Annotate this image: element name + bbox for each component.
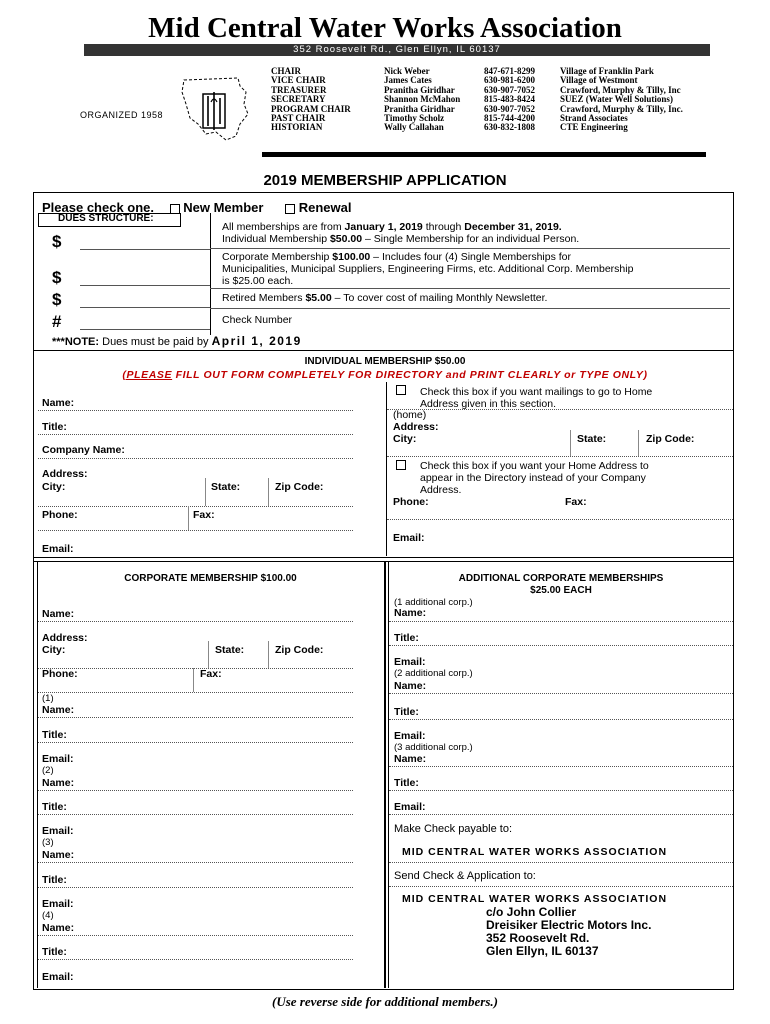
additional-3-label: (3 additional corp.): [394, 742, 473, 753]
retired-dollar: $: [52, 290, 62, 309]
mail-home-text-1: Check this box if you want mailings to go to Home: [420, 386, 653, 398]
mail-home-checkbox[interactable]: [396, 385, 406, 395]
member-1-title-line[interactable]: [38, 742, 353, 743]
additional-3-title-line[interactable]: [389, 790, 733, 791]
section-divider: [34, 557, 733, 558]
individual-company-label: Company Name:: [42, 444, 125, 456]
officer-name: Pranitha Giridhar: [384, 103, 455, 114]
corporate-fax-divider: [193, 668, 194, 692]
officer-phones: [484, 67, 535, 133]
member-3-name-label: Name:: [42, 849, 75, 861]
member-3-title-label: Title:: [42, 874, 67, 886]
additional-1-title-line[interactable]: [389, 645, 733, 646]
illinois-map-icon: [176, 74, 256, 144]
individual-zip-label: Zip Code:: [275, 481, 324, 493]
officer-phone: 630-981-6200: [484, 75, 535, 86]
dues-line: [80, 307, 210, 308]
member-3-email-label: Email:: [42, 898, 74, 910]
retired-dues-text: [222, 292, 547, 304]
individual-phone-line[interactable]: [38, 530, 353, 531]
home-label: (home): [393, 409, 427, 421]
individual-instruction: [0, 369, 770, 381]
association-title: Mid Central Water Works Association: [148, 12, 622, 44]
home-state-divider: [570, 430, 571, 456]
member-4-name-label: Name:: [42, 922, 75, 934]
corporate-phone-label: Phone:: [42, 668, 78, 680]
officer-org: Strand Associates: [560, 113, 628, 124]
home-zip-divider: [638, 430, 639, 456]
home-email-label: Email:: [393, 532, 425, 544]
individual-email-label: Email:: [42, 543, 74, 555]
officer-org: Village of Westmont: [560, 75, 638, 86]
dues-text: – Single Membership for an individual Person.: [362, 233, 580, 245]
additional-2-name-label: Name:: [394, 680, 427, 692]
member-3-name-line[interactable]: [38, 862, 353, 863]
officer-phone: 630-832-1808: [484, 122, 535, 133]
member-2-title-label: Title:: [42, 801, 67, 813]
officer-name: Nick Weber: [384, 66, 430, 76]
officer-roles: [271, 67, 351, 133]
home-address-label: Address:: [393, 421, 439, 433]
member-1-name-label: Name:: [42, 704, 75, 716]
corporate-phone-line[interactable]: [38, 692, 353, 693]
corporate-name-label: Name:: [42, 608, 75, 620]
corporate-state-label: State:: [215, 644, 245, 656]
officer-role: TREASURER: [271, 84, 327, 95]
officer-name: Shannon McMahon: [384, 94, 461, 105]
corporate-heading: CORPORATE MEMBERSHIP $100.00: [124, 573, 297, 584]
dues-text: Retired Members: [222, 292, 306, 304]
dues-column-divider: [210, 213, 211, 335]
individual-price: $50.00: [329, 233, 363, 245]
member-2-number: (2): [42, 765, 54, 776]
additional-heading: ADDITIONAL CORPORATE MEMBERSHIPS: [458, 573, 664, 584]
officer-role: PAST CHAIR: [271, 113, 326, 124]
directory-home-text-2: appear in the Directory instead of your Company: [420, 472, 646, 484]
dues-structure-label: DUES STRUCTURE:: [58, 213, 154, 224]
corporate-city-label: City:: [42, 644, 66, 656]
home-phone-label: Phone:: [393, 496, 429, 508]
dues-start-date: January 1, 2019: [344, 221, 423, 233]
new-member-label: New Member: [183, 200, 264, 215]
dues-text: – Includes four (4) Single Memberships for: [370, 251, 572, 263]
dues-line: [80, 249, 210, 250]
instruction-please: (PLEASE: [122, 369, 173, 381]
individual-name-line[interactable]: [38, 410, 353, 411]
individual-state-label: State:: [211, 481, 241, 493]
corporate-dollar: $: [52, 268, 62, 287]
individual-state-divider: [205, 478, 206, 506]
logo: [78, 70, 258, 150]
individual-dollar: $: [52, 232, 62, 251]
mail-home-text-2: Address given in this section.: [420, 398, 556, 410]
member-4-number: (4): [42, 910, 54, 921]
corporate-dues-text-2: Municipalities, Municipal Suppliers, Engineering Firms, etc. Additional Corp. Membership: [222, 263, 634, 275]
mailing-address-1: MID CENTRAL WATER WORKS ASSOCIATION: [402, 893, 668, 905]
individual-zip-divider: [268, 478, 269, 506]
corporate-left-edge: [37, 562, 38, 988]
mailing-address-2: c/o John Collier: [486, 905, 577, 919]
dues-divider: [210, 248, 730, 249]
individual-dues-text: [222, 233, 579, 245]
corporate-price: $100.00: [332, 251, 371, 263]
footer-note: (Use reverse side for additional members.): [271, 994, 499, 1009]
directory-home-checkbox[interactable]: [396, 460, 406, 470]
dues-text: All memberships are from: [222, 221, 345, 233]
payee-name: MID CENTRAL WATER WORKS ASSOCIATION: [402, 846, 668, 858]
officer-name: Pranitha Giridhar: [384, 84, 455, 95]
individual-city-label: City:: [42, 481, 66, 493]
send-to-line: [389, 886, 733, 887]
corporate-zip-label: Zip Code:: [275, 644, 324, 656]
send-to-label: Send Check & Application to:: [394, 870, 536, 882]
officer-phone: 847-671-8299: [484, 66, 535, 76]
individual-phone-label: Phone:: [42, 509, 78, 521]
officer-phone: 630-907-7052: [484, 103, 535, 114]
officer-role: CHAIR: [271, 66, 302, 76]
home-phone-line[interactable]: [387, 519, 733, 520]
officer-role: VICE CHAIR: [271, 75, 326, 86]
member-1-email-label: Email:: [42, 753, 74, 765]
home-city-label: City:: [393, 433, 417, 445]
additional-1-label: (1 additional corp.): [394, 597, 473, 608]
officer-name: Wally Callahan: [384, 122, 444, 133]
individual-heading: INDIVIDUAL MEMBERSHIP $50.00: [304, 356, 466, 367]
instruction-text: FILL OUT FORM COMPLETELY FOR DIRECTORY and PRINT CLEARLY or TYPE ONLY): [172, 369, 648, 381]
member-3-title-line[interactable]: [38, 887, 353, 888]
directory-home-text-3: Address.: [420, 484, 462, 496]
member-1-number: (1): [42, 693, 54, 704]
dues-end-date: December 31, 2019.: [464, 221, 562, 233]
individual-fax-divider: [188, 506, 189, 530]
member-3-number: (3): [42, 837, 54, 848]
application-title: 2019 MEMBERSHIP APPLICATION: [263, 172, 507, 189]
note-label: ***NOTE:: [52, 336, 100, 348]
officer-phone: 815-483-8424: [484, 94, 535, 105]
additional-3-email-line[interactable]: [389, 814, 733, 815]
dues-text: through: [422, 221, 465, 233]
corporate-state-divider: [208, 641, 209, 668]
renewal-checkbox[interactable]: [285, 204, 295, 214]
individual-city-line[interactable]: [38, 506, 353, 507]
additional-2-title-label: Title:: [394, 706, 419, 718]
officer-org: Crawford, Murphy & Tilly, Inc.: [560, 103, 683, 114]
mailing-address-5: Glen Ellyn, IL 60137: [486, 944, 599, 958]
additional-1-title-label: Title:: [394, 632, 419, 644]
corporate-dues-text: [222, 251, 571, 263]
corporate-column-divider: [384, 562, 386, 988]
mailing-address-4: 352 Roosevelt Rd.: [486, 931, 590, 945]
member-4-title-line[interactable]: [38, 959, 353, 960]
dues-text: – To cover cost of mailing Monthly Newsletter.: [331, 292, 548, 304]
payee-line: [389, 862, 733, 863]
dues-text: Corporate Membership: [222, 251, 333, 263]
officer-role: PROGRAM CHAIR: [271, 103, 351, 114]
home-state-label: State:: [577, 433, 607, 445]
member-1-title-label: Title:: [42, 729, 67, 741]
dues-period-text: [222, 221, 562, 233]
member-2-title-line[interactable]: [38, 814, 353, 815]
header-divider: [262, 152, 706, 157]
home-fax-label: Fax:: [565, 496, 587, 508]
check-one-label: Please check one.: [42, 200, 155, 215]
dues-line: [80, 285, 210, 286]
officer-org: CTE Engineering: [560, 122, 628, 133]
payable-label: Make Check payable to:: [394, 823, 513, 835]
officer-name: Timothy Scholz: [384, 113, 445, 124]
individual-address-label: Address:: [42, 468, 88, 480]
additional-2-label: (2 additional corp.): [394, 668, 473, 679]
member-2-email-label: Email:: [42, 825, 74, 837]
additional-1-name-label: Name:: [394, 607, 427, 619]
additional-2-name-line[interactable]: [389, 693, 733, 694]
additional-3-name-label: Name:: [394, 753, 427, 765]
corporate-zip-divider: [268, 641, 269, 668]
officer-org: SUEZ (Water Well Solutions): [560, 94, 673, 105]
individual-company-line[interactable]: [38, 458, 353, 459]
member-2-name-line[interactable]: [38, 790, 353, 791]
corporate-fax-label: Fax:: [200, 668, 222, 680]
home-section-line: [387, 409, 733, 410]
officer-orgs: [560, 67, 683, 133]
additional-3-name-line[interactable]: [389, 766, 733, 767]
member-4-name-line[interactable]: [38, 935, 353, 936]
additional-heading-price: $25.00 EACH: [530, 585, 592, 596]
mailing-address-3: Dreisiker Electric Motors Inc.: [486, 918, 652, 932]
note-text: Dues must be paid by: [99, 336, 212, 348]
note-deadline: April 1, 2019: [211, 334, 302, 348]
additional-2-email-label: Email:: [394, 730, 426, 742]
dues-text: Individual Membership: [222, 233, 330, 245]
address-bar: 352 Roosevelt Rd., Glen Ellyn, IL 60137: [84, 44, 710, 56]
member-4-email-label: Email:: [42, 971, 74, 983]
dues-divider: [210, 288, 730, 289]
dues-line: [80, 329, 210, 330]
additional-3-email-label: Email:: [394, 801, 426, 813]
officer-phone: 630-907-7052: [484, 84, 535, 95]
officer-role: HISTORIAN: [271, 122, 323, 133]
additional-2-title-line[interactable]: [389, 719, 733, 720]
retired-price: $5.00: [305, 292, 332, 304]
home-city-line[interactable]: [387, 456, 733, 457]
corporate-column-divider-2: [388, 562, 389, 988]
officer-name: James Cates: [384, 75, 432, 86]
corporate-dues-text-3: is $25.00 each.: [222, 275, 294, 287]
section-divider: [34, 350, 733, 351]
additional-3-title-label: Title:: [394, 777, 419, 789]
individual-title-label: Title:: [42, 421, 67, 433]
individual-fax-label: Fax:: [193, 509, 215, 521]
corporate-city-line[interactable]: [38, 668, 353, 669]
renewal-label: Renewal: [298, 200, 352, 215]
directory-home-text-1: Check this box if you want your Home Address to: [420, 460, 649, 472]
member-1-name-line[interactable]: [38, 717, 353, 718]
member-4-title-label: Title:: [42, 946, 67, 958]
officer-org: Crawford, Murphy & Tilly, Inc: [560, 84, 681, 95]
logo-organized-text: ORGANIZED 1958: [80, 110, 164, 120]
officer-role: SECRETARY: [271, 94, 326, 105]
officer-phone: 815-744-4200: [484, 113, 535, 124]
member-2-name-label: Name:: [42, 777, 75, 789]
officer-org: Village of Franklin Park: [560, 66, 654, 76]
officer-names: [384, 67, 460, 133]
individual-title-line[interactable]: [38, 434, 353, 435]
additional-1-name-line[interactable]: [389, 621, 733, 622]
corporate-name-line[interactable]: [38, 621, 353, 622]
individual-name-label: Name:: [42, 397, 75, 409]
dues-note: [52, 334, 302, 348]
check-number-label: Check Number: [222, 314, 293, 326]
additional-1-email-label: Email:: [394, 656, 426, 668]
dues-divider: [210, 308, 730, 309]
home-zip-label: Zip Code:: [646, 433, 695, 445]
check-number-hash: #: [52, 312, 62, 331]
corporate-address-label: Address:: [42, 632, 88, 644]
